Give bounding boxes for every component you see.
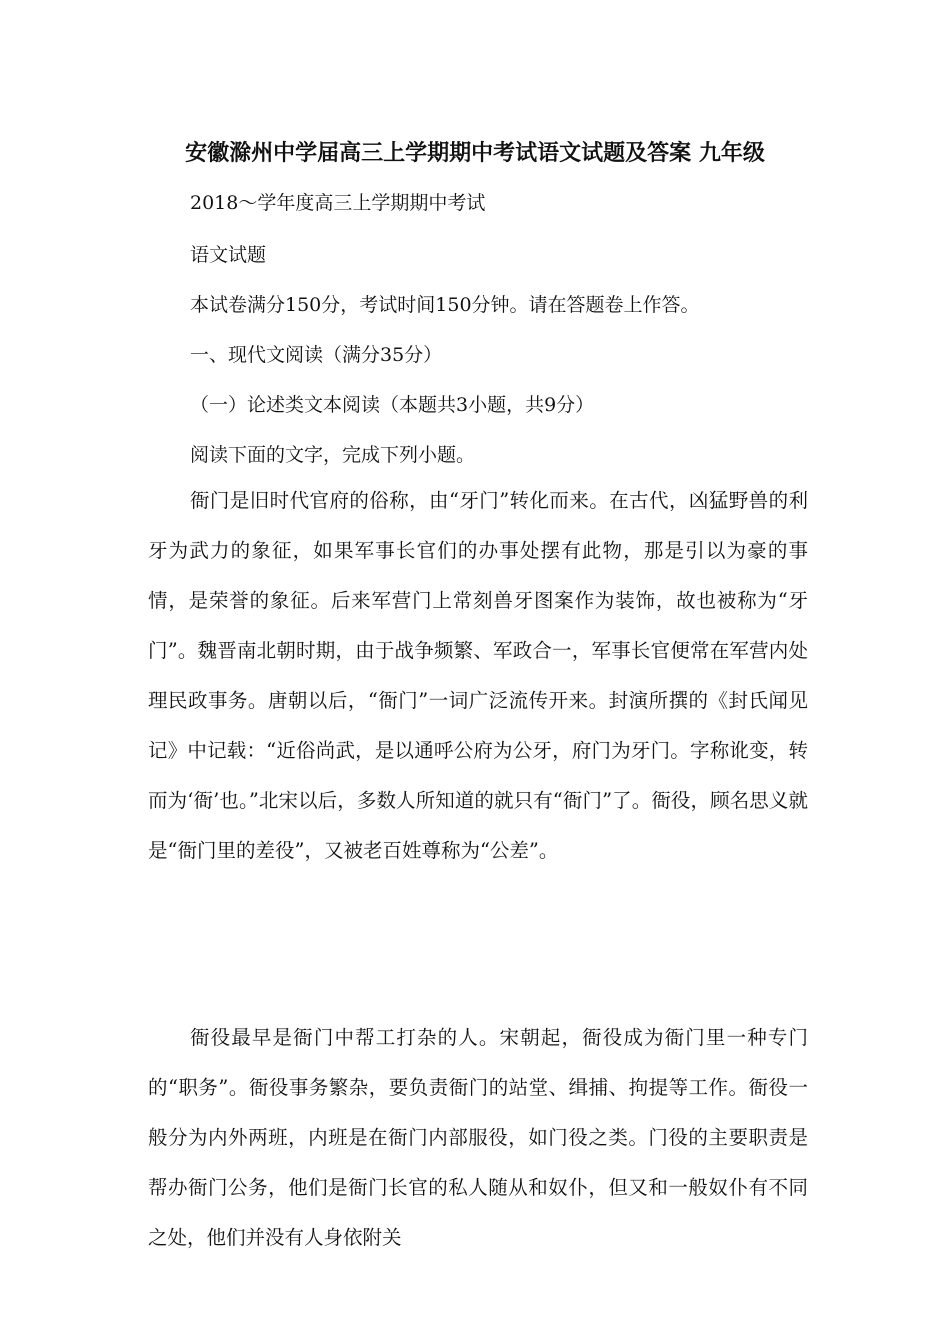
reading-prompt: 阅读下面的文字，完成下列小题。	[190, 444, 476, 466]
subject-heading: 语文试题	[190, 244, 267, 266]
exam-header: 2018～学年度高三上学期期中考试	[190, 192, 486, 214]
document-title: 安徽滁州中学届高三上学期期中考试语文试题及答案 九年级	[185, 141, 765, 166]
body-paragraph: 衙门是旧时代官府的俗称，由“牙门”转化而来。在古代，凶猛野兽的利牙为武力的象征，如果军事长官们的办事处摆有此物，那是引以为豪的事情，是荣誉的象征。后来军营门上常刻兽牙图案作为装饰，故也被称为“牙门”。魏晋南北朝时期，由于战争频繁、军政合一，军事长官便常在军营内处理民政事务。唐朝以后，“衙门”一词广泛流传开来。封演所撰的《封氏闻见记》中记载：“近俗尚武，是以通呼公府为公牙，府门为牙门。字称讹变，转而为‘衙’也。”北宋以后，多数人所知道的就只有“衙门”了。衙役，顾名思义就是“衙门里的差役”，又被老百姓尊称为“公差”。	[148, 489, 808, 862]
subsection-heading: （一）论述类文本阅读（本题共3小题，共9分）	[190, 394, 595, 416]
exam-instructions: 本试卷满分150分，考试时间150分钟。请在答题卷上作答。	[190, 294, 700, 316]
section-heading: 一、现代文阅读（满分35分）	[190, 344, 443, 366]
body-paragraph: 衙役最早是衙门中帮工打杂的人。宋朝起，衙役成为衙门里一种专门的“职务”。衙役事务繁杂，要负责衙门的站堂、缉捕、拘提等工作。衙役一般分为内外两班，内班是在衙门内部服役，如门役之类。门役的主要职责是帮办衙门公务，他们是衙门长官的私人随从和奴仆，但又和一般奴仆有不同之处，他们并没有人身依附关	[148, 1026, 808, 1249]
